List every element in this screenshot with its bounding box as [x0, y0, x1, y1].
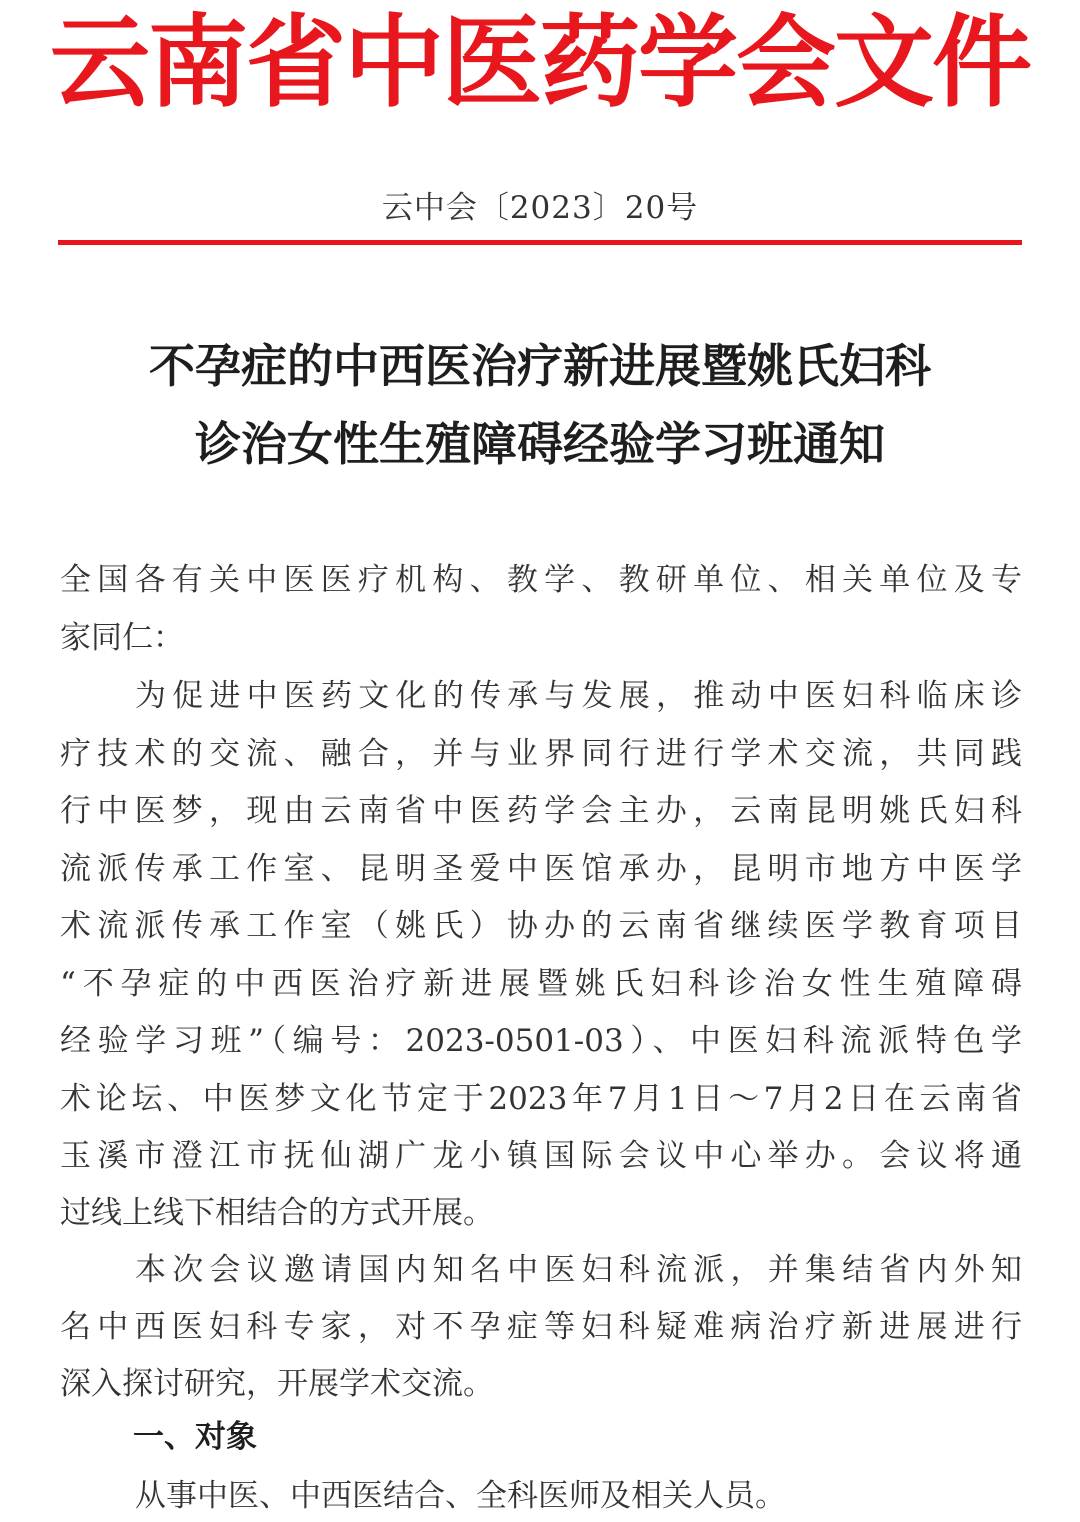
- paragraph-line: “不孕症的中西医治疗新进展暨姚氏妇科诊治女性生殖障碍: [60, 966, 1022, 1002]
- notice-title-line-1: 不孕症的中西医治疗新进展暨姚氏妇科: [149, 339, 931, 393]
- notice-title-line-2: 诊治女性生殖障碍经验学习班通知: [195, 417, 885, 471]
- section-text-objects: 从事中医、中西医结合、全科医师及相关人员。: [135, 1478, 786, 1514]
- paragraph-line: 术论坛、中医梦文化节定于2023年7月1日～7月2日在云南省: [60, 1081, 1022, 1117]
- paragraph-line: 经验学习班”（编号：2023-0501-03）、中医妇科流派特色学: [60, 1023, 1022, 1059]
- paragraph-line: 玉溪市澄江市抚仙湖广龙小镇国际会议中心举办。会议将通: [60, 1138, 1022, 1174]
- paragraph-line: 行中医梦，现由云南省中医药学会主办，云南昆明姚氏妇科: [60, 793, 1022, 829]
- salutation-line: 家同仁：: [60, 620, 184, 656]
- paragraph-line: 疗技术的交流、融合，并与业界同行进行学术交流，共同践: [60, 736, 1022, 772]
- masthead-title: 云南省中医药学会文件: [50, 4, 1030, 121]
- paragraph-line: 名中西医妇科专家，对不孕症等妇科疑难病治疗新进展进行: [60, 1309, 1022, 1345]
- red-divider-rule: [58, 240, 1022, 245]
- paragraph-line: 流派传承工作室、昆明圣爱中医馆承办，昆明市地方中医学: [60, 851, 1022, 887]
- paragraph-line: 为促进中医药文化的传承与发展，推动中医妇科临床诊: [135, 678, 1022, 714]
- document-number: 云中会〔2023〕20号: [381, 190, 699, 226]
- paragraph-line: 深入探讨研究，开展学术交流。: [60, 1366, 494, 1402]
- paragraph-line: 术流派传承工作室（姚氏）协办的云南省继续医学教育项目: [60, 908, 1022, 944]
- section-heading-objects: 一、对象: [133, 1419, 257, 1455]
- salutation-line: 全国各有关中医医疗机构、教学、教研单位、相关单位及专: [60, 562, 1022, 598]
- paragraph-line: 本次会议邀请国内知名中医妇科流派，并集结省内外知: [135, 1252, 1022, 1288]
- paragraph-line: 过线上线下相结合的方式开展。: [60, 1195, 494, 1231]
